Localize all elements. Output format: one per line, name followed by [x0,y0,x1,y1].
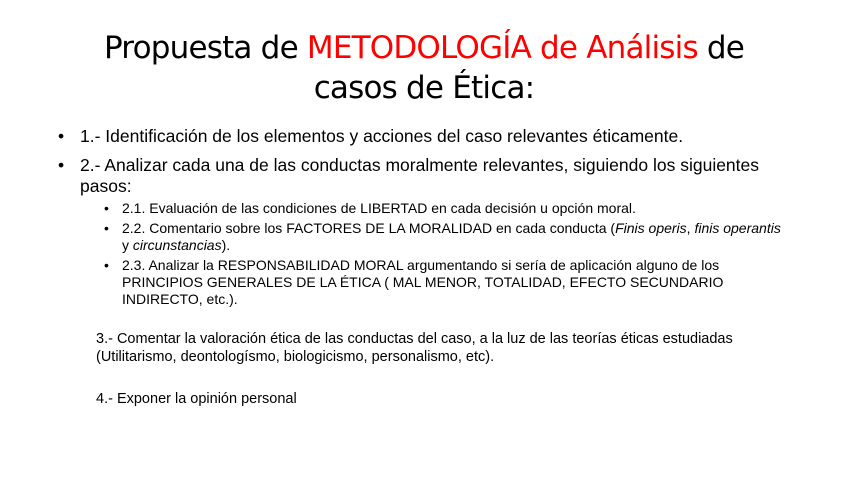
list-item-2-text: 2.- Analizar cada una de las conductas moralmente relevantes, siguiendo los siguientes pasos: [80,155,760,196]
sublist-item-2-3 [80,257,788,308]
list-item-1-text: 1.- Identificación de los elementos y acciones del caso relevantes éticamente. [80,126,684,146]
sub-2-2-text-after: ). [221,237,231,253]
title-part1: Propuesta de [103,30,307,66]
slide-content [58,126,788,408]
sublist [80,200,788,308]
bullet-icon: • [58,155,65,175]
bullet-icon: • [104,220,109,236]
sublist-item-2-1 [80,200,788,217]
sub-2-2-sep2: y [122,237,133,253]
sublist-item-2-2 [80,220,788,254]
title-line2: casos de Ética: [313,70,535,106]
sub-2-2-italic-finis-operis: Finis operis [615,220,687,236]
sub-2-2-italic-finis-operantis: finis operantis [694,220,781,236]
list-item-1 [58,126,788,147]
slide-title [60,28,788,108]
bullet-icon: • [104,257,109,273]
title-accent: METODOLOGÍA de Análisis [306,30,698,66]
list-item-2 [58,155,788,308]
paragraph-4: 4.- Exponer la opinión personal [96,391,297,407]
sub-2-2-text-before: 2.2. Comentario sobre los FACTORES DE LA MORALIDAD en cada conducta ( [122,220,616,236]
sub-2-2-sep1: , [686,220,695,236]
sublist-item-2-3-text: 2.3. Analizar la RESPONSABILIDAD MORAL argumentando si sería de aplicación alguno de los PRINCIPIOS GENERALES DE LA ÉTICA ( MAL MENOR, TOTALIDAD, EFECTO SECUNDARIO INDIRECTO, etc.). [122,257,724,307]
sub-2-2-italic-circunstancias: circunstancias [132,237,222,253]
title-part2: de [697,30,745,66]
bullet-icon: • [104,200,109,216]
paragraph-3: 3.- Comentar la valoración ética de las conductas del caso, a la luz de las teorías éticas estudiadas (Utilitarismo, deontologísmo, biologicismo, personalismo, etc). [96,331,733,365]
sublist-item-2-2-text [122,220,781,253]
bullet-icon: • [58,126,65,146]
sublist-item-2-1-text: 2.1. Evaluación de las condiciones de LIBERTAD en cada decisión u opción moral. [122,200,636,216]
